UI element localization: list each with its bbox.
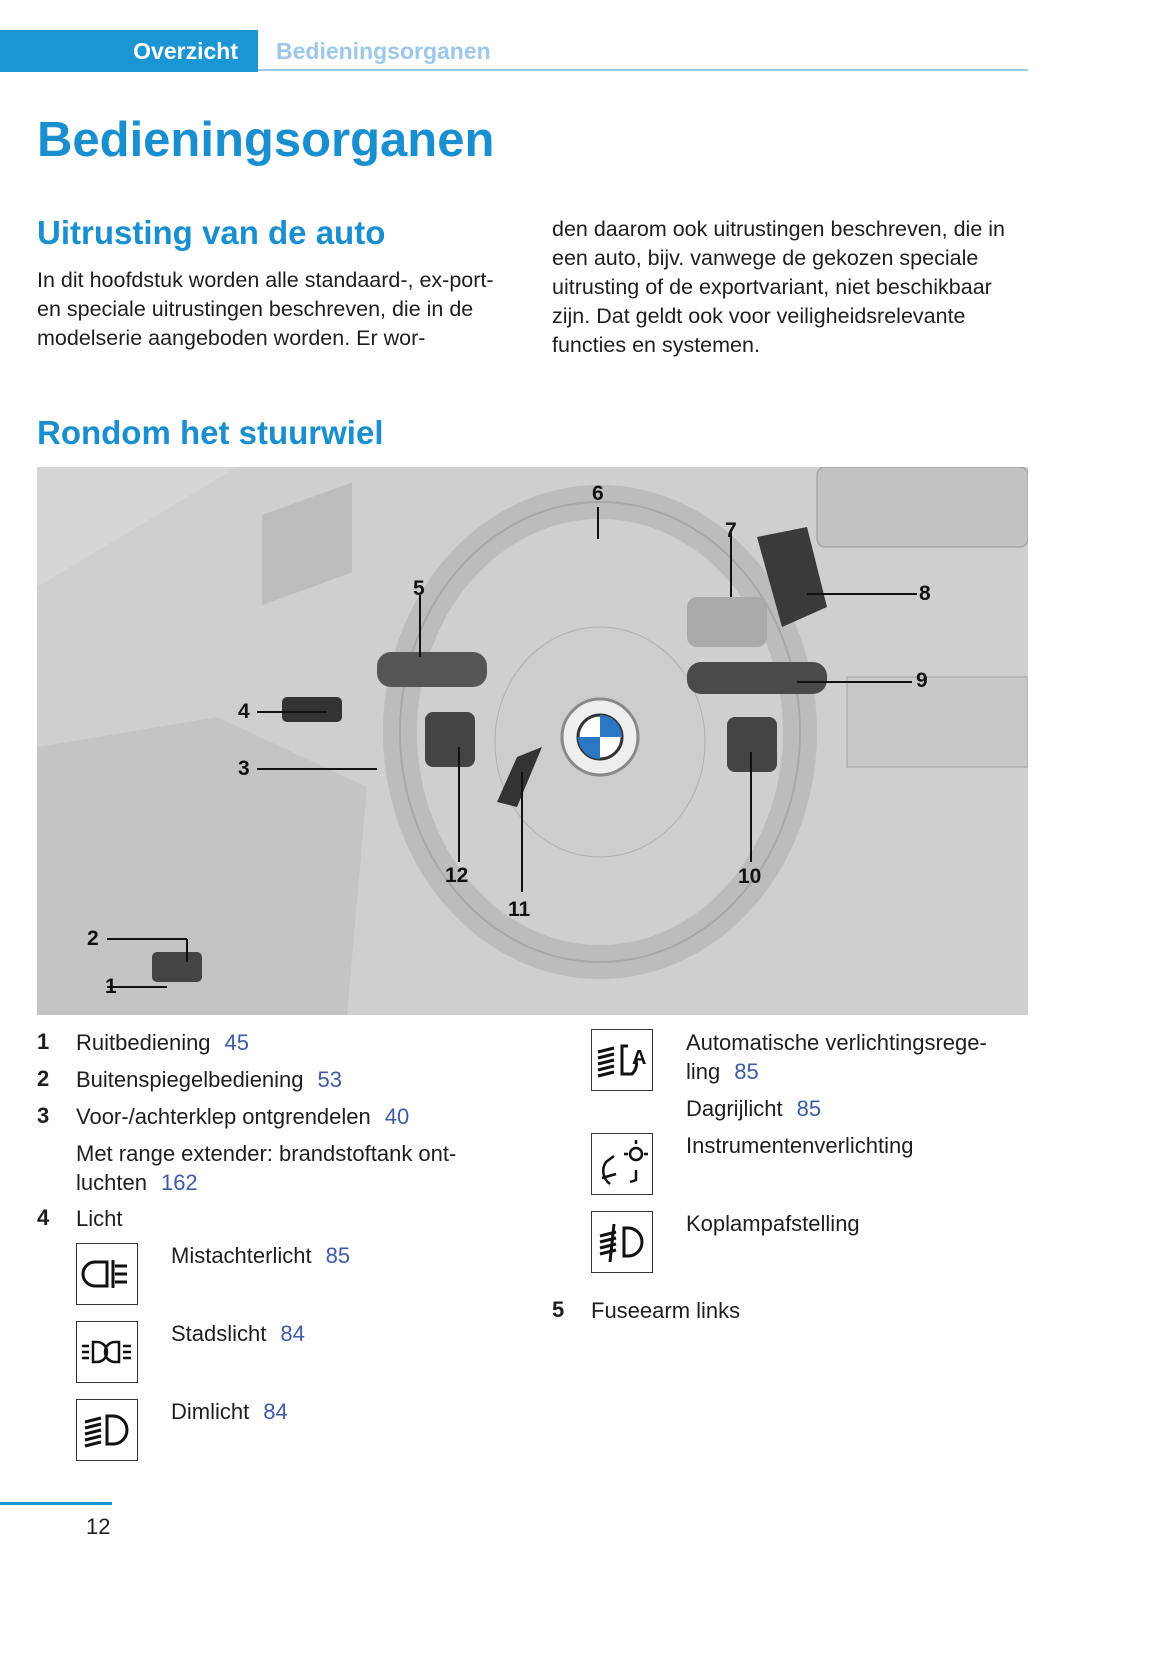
page-number: 12 (86, 1514, 111, 1539)
low-beam-icon (76, 1399, 138, 1461)
callout-8: 8 (919, 582, 931, 605)
list-item: Buitenspiegelbediening 53 (76, 1067, 343, 1092)
list-item: Instrumentenverlichting (686, 1133, 914, 1158)
callout-1: 1 (105, 975, 117, 998)
page-link[interactable]: 85 (734, 1059, 759, 1084)
headlight-range-icon (591, 1211, 653, 1273)
callout-3: 3 (238, 757, 250, 780)
section-heading-equipment: Uitrusting van de auto (37, 214, 386, 251)
list-item: Fuseearm links (591, 1298, 741, 1323)
item-number: 4 (37, 1205, 50, 1230)
page-link[interactable]: 84 (280, 1321, 305, 1346)
paragraph-col2: den daarom ook uitrustingen beschreven, die in een auto, bijv. vanwege de gekozen speciale uitrusting of de exportvariant, niet beschikbaar zijn. Dat geldt ook voor veiligheidsrelevante functies en systemen. (552, 217, 1005, 357)
page-link[interactable]: 85 (796, 1096, 822, 1121)
callout-12: 12 (445, 864, 469, 887)
item-number: 2 (37, 1066, 50, 1091)
list-item: Stadslicht 84 (171, 1321, 305, 1346)
callout-6: 6 (592, 482, 604, 505)
callout-5: 5 (413, 577, 425, 600)
page-link[interactable]: 162 (160, 1170, 198, 1195)
parking-light-icon (76, 1321, 138, 1383)
paragraph-col1: In dit hoofdstuk worden alle standaard-, ex-port- en speciale uitrustingen beschreven, die in de modelserie aangeboden worden. Er wor- (37, 268, 494, 350)
item-number: 3 (37, 1103, 50, 1128)
footer-divider (0, 1502, 112, 1505)
item-number: 1 (37, 1029, 50, 1054)
auto-headlight-icon (591, 1029, 653, 1091)
callout-4: 4 (238, 700, 250, 723)
header-section[interactable]: Bedieningsorganen (276, 38, 491, 64)
instrument-lighting-icon (591, 1133, 653, 1195)
header-tab[interactable] (0, 30, 258, 72)
page-link[interactable]: 84 (263, 1399, 288, 1424)
item-number: 5 (552, 1297, 565, 1322)
list-item: Mistachterlicht 85 (171, 1243, 351, 1268)
header-tab-label: Overzicht (133, 38, 238, 64)
list-item: Dagrijlicht 85 (686, 1096, 822, 1121)
page-link[interactable]: 53 (317, 1067, 343, 1092)
section-heading-steering: Rondom het stuurwiel (37, 414, 384, 451)
list-item: Automatische verlichtingsrege- ling 85 (686, 1030, 987, 1084)
list-item: Dimlicht 84 (171, 1399, 288, 1424)
callout-9: 9 (916, 669, 928, 692)
page-link[interactable]: 45 (224, 1030, 250, 1055)
header-divider (258, 69, 1028, 71)
page-link[interactable]: 85 (325, 1243, 351, 1268)
callout-10: 10 (738, 865, 762, 888)
callout-2: 2 (87, 927, 99, 950)
rear-fog-light-icon (76, 1243, 138, 1305)
list-item: Koplampafstelling (686, 1211, 860, 1236)
page-link[interactable]: 40 (384, 1104, 410, 1129)
callout-7: 7 (725, 519, 737, 542)
cockpit-drawing (37, 467, 1028, 1015)
list-item: Ruitbediening 45 (76, 1030, 250, 1055)
list-item: Licht (76, 1206, 123, 1231)
callout-11: 11 (508, 898, 531, 921)
list-item: Voor-/achterklep ontgrendelen 40 (76, 1104, 410, 1129)
svg-text:A: A (632, 1047, 647, 1069)
page-title: Bedieningsorganen (37, 113, 495, 167)
list-item: Met range extender: brandstoftank ont- luchten 162 (76, 1141, 457, 1195)
steering-wheel-illustration (37, 467, 1028, 1015)
